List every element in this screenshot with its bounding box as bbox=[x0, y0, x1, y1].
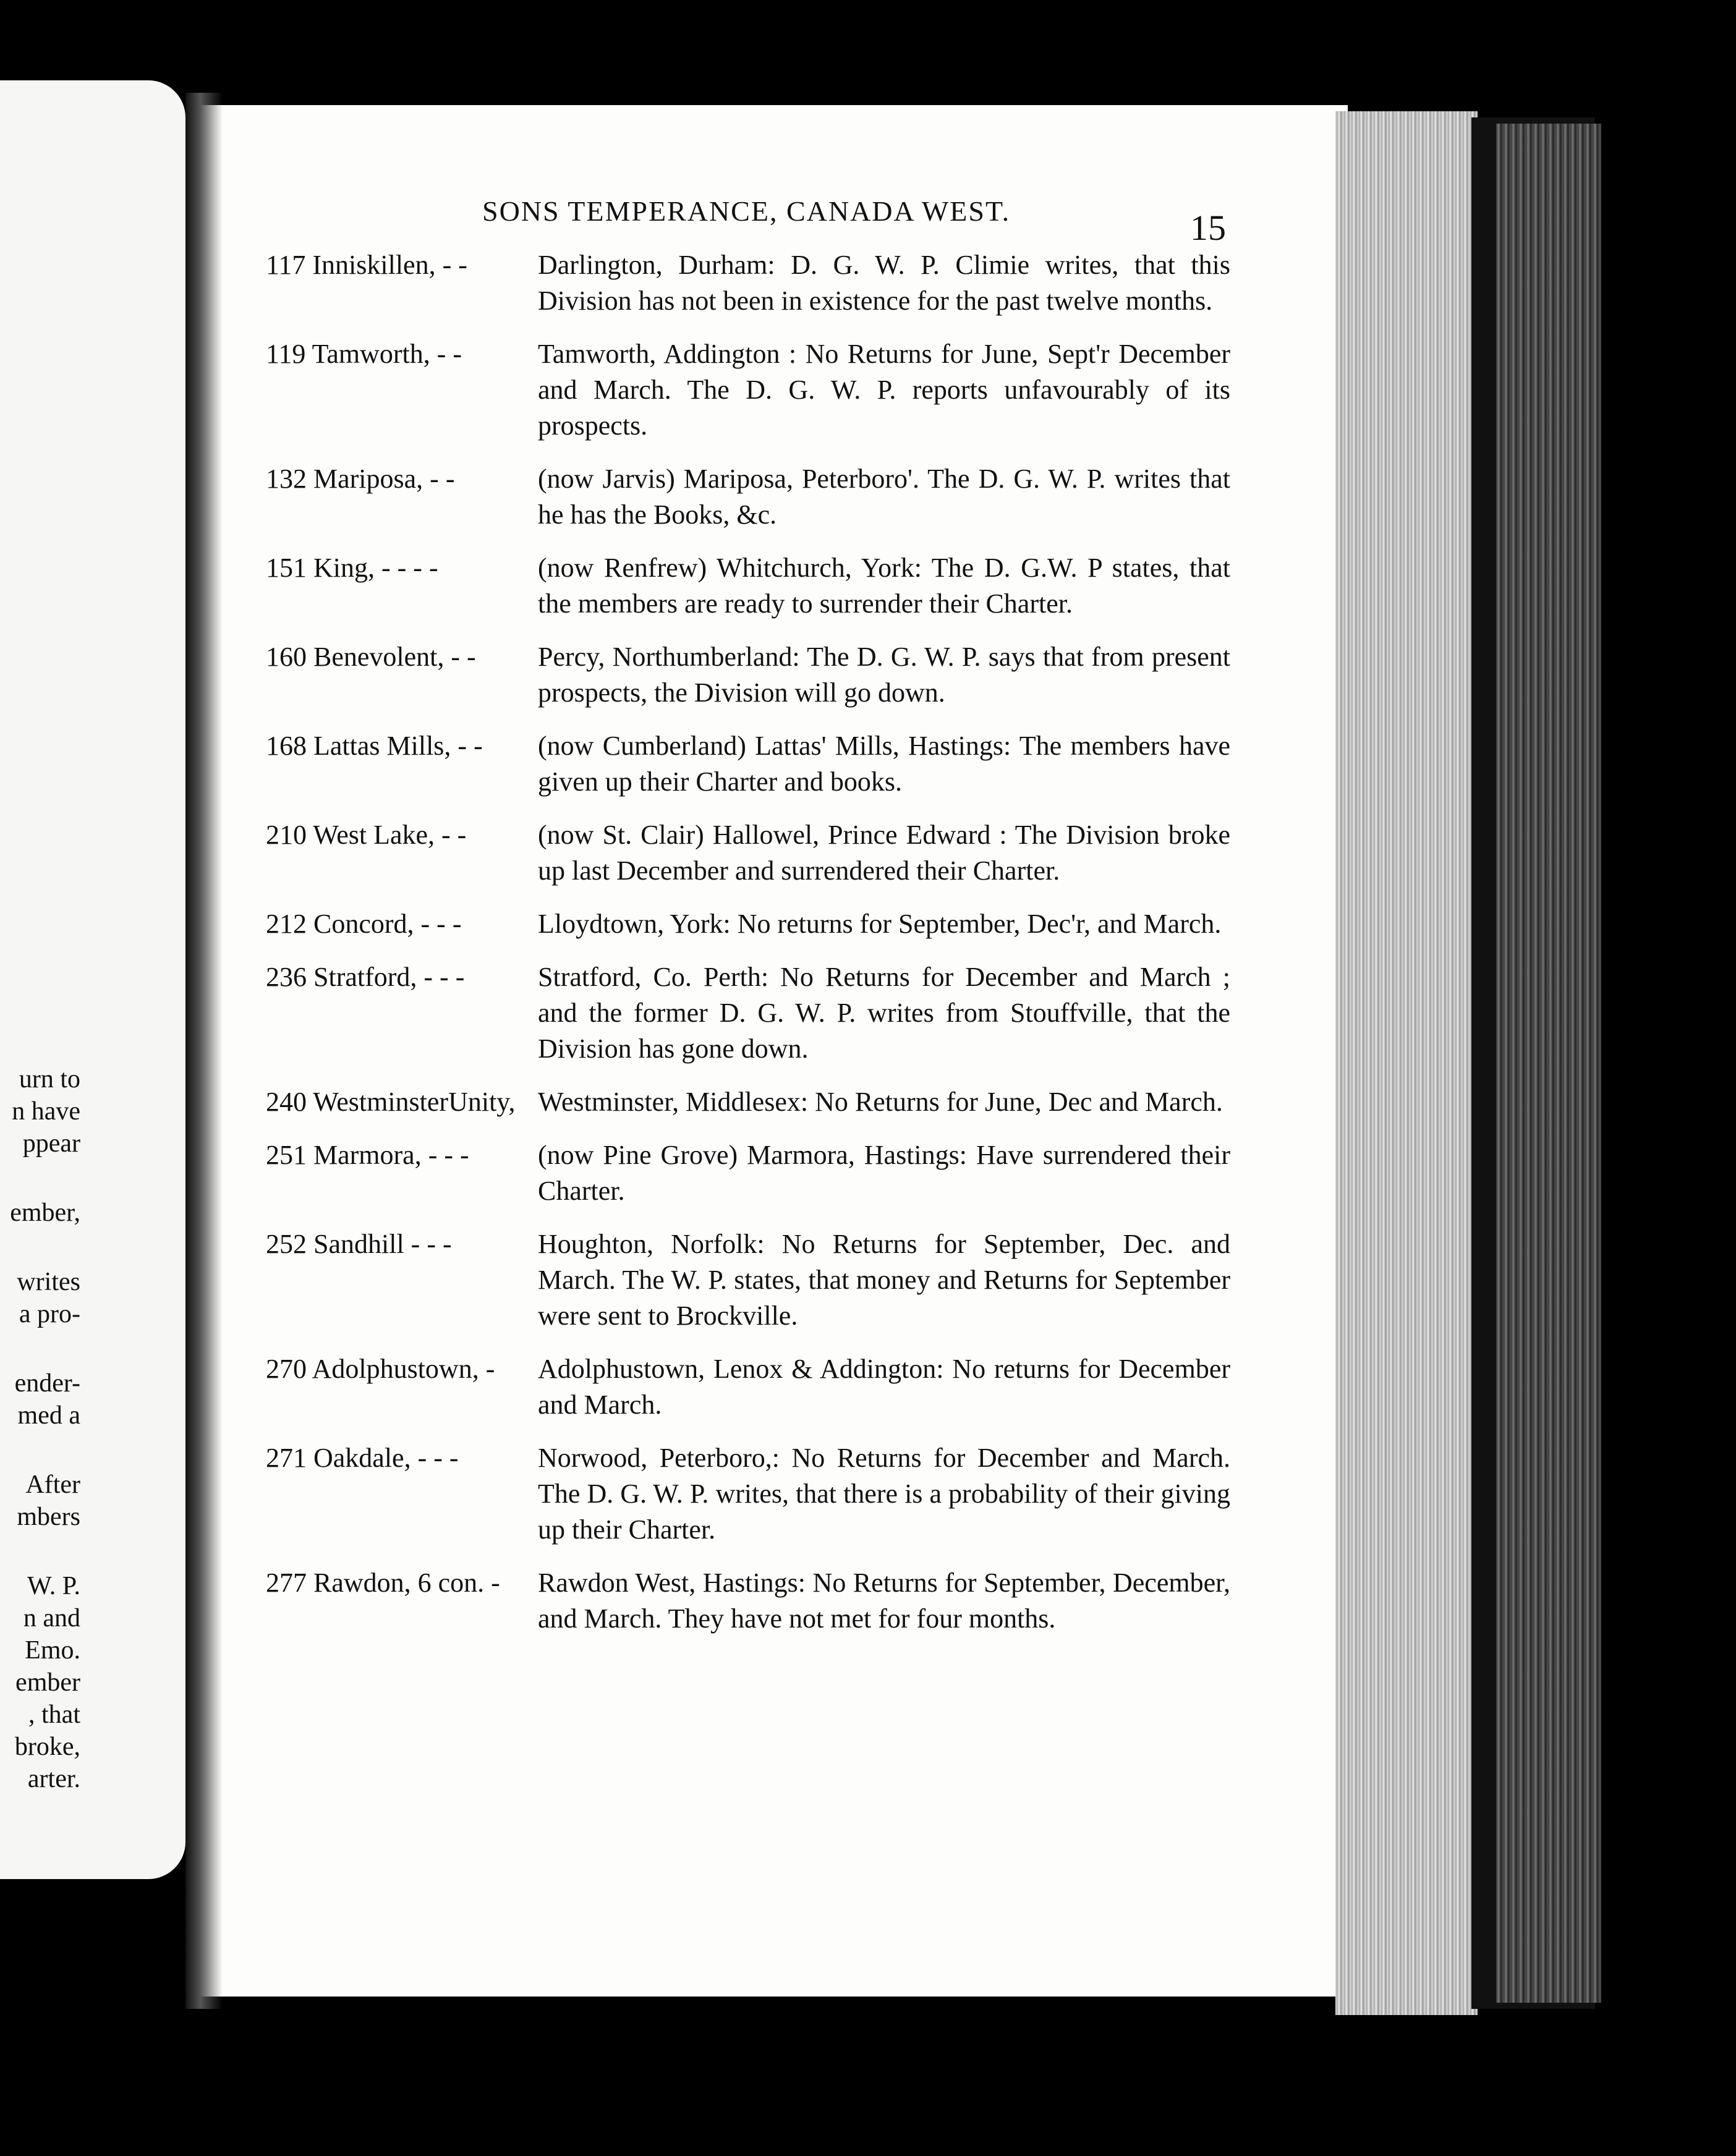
list-item bbox=[266, 336, 1230, 444]
division-description: Darlington, Durham: D. G. W. P. Climie writes, that this Division has not been in existence for the past twelve months. bbox=[538, 250, 1230, 316]
spine-shadow bbox=[185, 93, 223, 2009]
list-item bbox=[266, 728, 1230, 800]
division-name: 240 WestminsterUnity, bbox=[266, 1087, 516, 1117]
left-fragment: , that bbox=[28, 1700, 80, 1729]
division-description: Stratford, Co. Perth: No Returns for December and March ; and the former D. G. W. P. writes from Stouffville, that the Division has gone down. bbox=[538, 962, 1230, 1064]
division-name: 212 Concord, - - - bbox=[266, 909, 462, 939]
division-description: (now Jarvis) Mariposa, Peterboro'. The D. G. W. P. writes that he has the Books, &c. bbox=[538, 464, 1230, 530]
division-name: 252 Sandhill - - - bbox=[266, 1229, 452, 1259]
division-description: Adolphustown, Lenox & Addington: No returns for December and March. bbox=[538, 1354, 1230, 1420]
list-item bbox=[266, 959, 1230, 1067]
division-name: 168 Lattas Mills, - - bbox=[266, 731, 483, 761]
division-name: 277 Rawdon, 6 con. - bbox=[266, 1568, 500, 1598]
division-name: 251 Marmora, - - - bbox=[266, 1140, 469, 1170]
left-fragment: ember, bbox=[10, 1199, 80, 1227]
left-fragment: W. P. bbox=[27, 1572, 80, 1600]
cover-edge bbox=[1496, 124, 1601, 2003]
division-description: Lloydtown, York: No returns for September, Dec'r, and March. bbox=[538, 909, 1222, 939]
page-number: 15 bbox=[1190, 208, 1226, 248]
list-item bbox=[266, 1084, 1230, 1120]
division-description: (now Renfrew) Whitchurch, York: The D. G.W. P states, that the members are ready to surrender their Charter. bbox=[538, 553, 1230, 619]
left-fragment: med a bbox=[17, 1401, 80, 1430]
page-edge bbox=[1335, 111, 1478, 2015]
list-item bbox=[266, 906, 1230, 942]
left-fragment: n and bbox=[23, 1604, 80, 1632]
list-item bbox=[266, 1565, 1230, 1637]
division-name: 132 Mariposa, - - bbox=[266, 464, 455, 494]
division-description: (now Pine Grove) Marmora, Hastings: Have surrendered their Charter. bbox=[538, 1140, 1230, 1206]
list-item bbox=[266, 247, 1230, 319]
running-header: SONS TEMPERANCE, CANADA WEST. bbox=[482, 195, 1011, 227]
left-fragment: ppear bbox=[22, 1129, 80, 1158]
division-description: (now St. Clair) Hallowel, Prince Edward : The Division broke up last December and surrendered their Charter. bbox=[538, 820, 1230, 886]
division-name: 117 Inniskillen, - - bbox=[266, 250, 467, 280]
division-name: 236 Stratford, - - - bbox=[266, 962, 465, 992]
left-fragment: a pro- bbox=[19, 1300, 80, 1328]
division-description: Tamworth, Addington : No Returns for June, Sept'r December and March. The D. G. W. P. reports unfavourably of its prospects. bbox=[538, 339, 1230, 441]
left-fragment: urn to bbox=[19, 1065, 80, 1093]
list-item bbox=[266, 1226, 1230, 1334]
division-name: 151 King, - - - - bbox=[266, 553, 438, 583]
list-item bbox=[266, 550, 1230, 622]
division-name: 210 West Lake, - - bbox=[266, 820, 467, 850]
division-name: 271 Oakdale, - - - bbox=[266, 1443, 459, 1473]
division-name: 119 Tamworth, - - bbox=[266, 339, 462, 369]
left-fragment: n have bbox=[12, 1097, 80, 1126]
division-description: (now Cumberland) Lattas' Mills, Hastings: The members have given up their Charter and books. bbox=[538, 731, 1230, 797]
list-item bbox=[266, 1440, 1230, 1548]
left-fragment: writes bbox=[17, 1268, 80, 1296]
left-fragment: After bbox=[25, 1471, 80, 1499]
list-item bbox=[266, 639, 1230, 711]
list-item bbox=[266, 1351, 1230, 1423]
left-fragment: broke, bbox=[14, 1733, 80, 1761]
list-item bbox=[266, 461, 1230, 533]
division-description: Rawdon West, Hastings: No Returns for September, December, and March. They have not met for four months. bbox=[538, 1568, 1230, 1634]
left-fragment: ember bbox=[15, 1668, 80, 1697]
division-name: 160 Benevolent, - - bbox=[266, 642, 476, 672]
list-item bbox=[266, 1137, 1230, 1209]
division-description: Norwood, Peterboro,: No Returns for December and March. The D. G. W. P. writes, that there is a probability of their giving up their Charter. bbox=[538, 1443, 1230, 1545]
division-description: Houghton, Norfolk: No Returns for September, Dec. and March. The W. P. states, that money and Returns for September were sent to Brockville. bbox=[538, 1229, 1230, 1331]
left-page-text bbox=[0, 1063, 80, 1795]
division-description: Westminster, Middlesex: No Returns for June, Dec and March. bbox=[538, 1087, 1223, 1117]
left-fragment: mbers bbox=[17, 1503, 80, 1531]
left-fragment: ender- bbox=[14, 1369, 80, 1398]
division-list bbox=[266, 247, 1230, 1654]
left-fragment: Emo. bbox=[25, 1636, 80, 1665]
division-description: Percy, Northumberland: The D. G. W. P. says that from present prospects, the Division will go down. bbox=[538, 642, 1230, 708]
division-name: 270 Adolphustown, - bbox=[266, 1354, 495, 1384]
left-fragment: arter. bbox=[27, 1765, 80, 1793]
left-page bbox=[0, 80, 185, 1879]
list-item bbox=[266, 817, 1230, 889]
